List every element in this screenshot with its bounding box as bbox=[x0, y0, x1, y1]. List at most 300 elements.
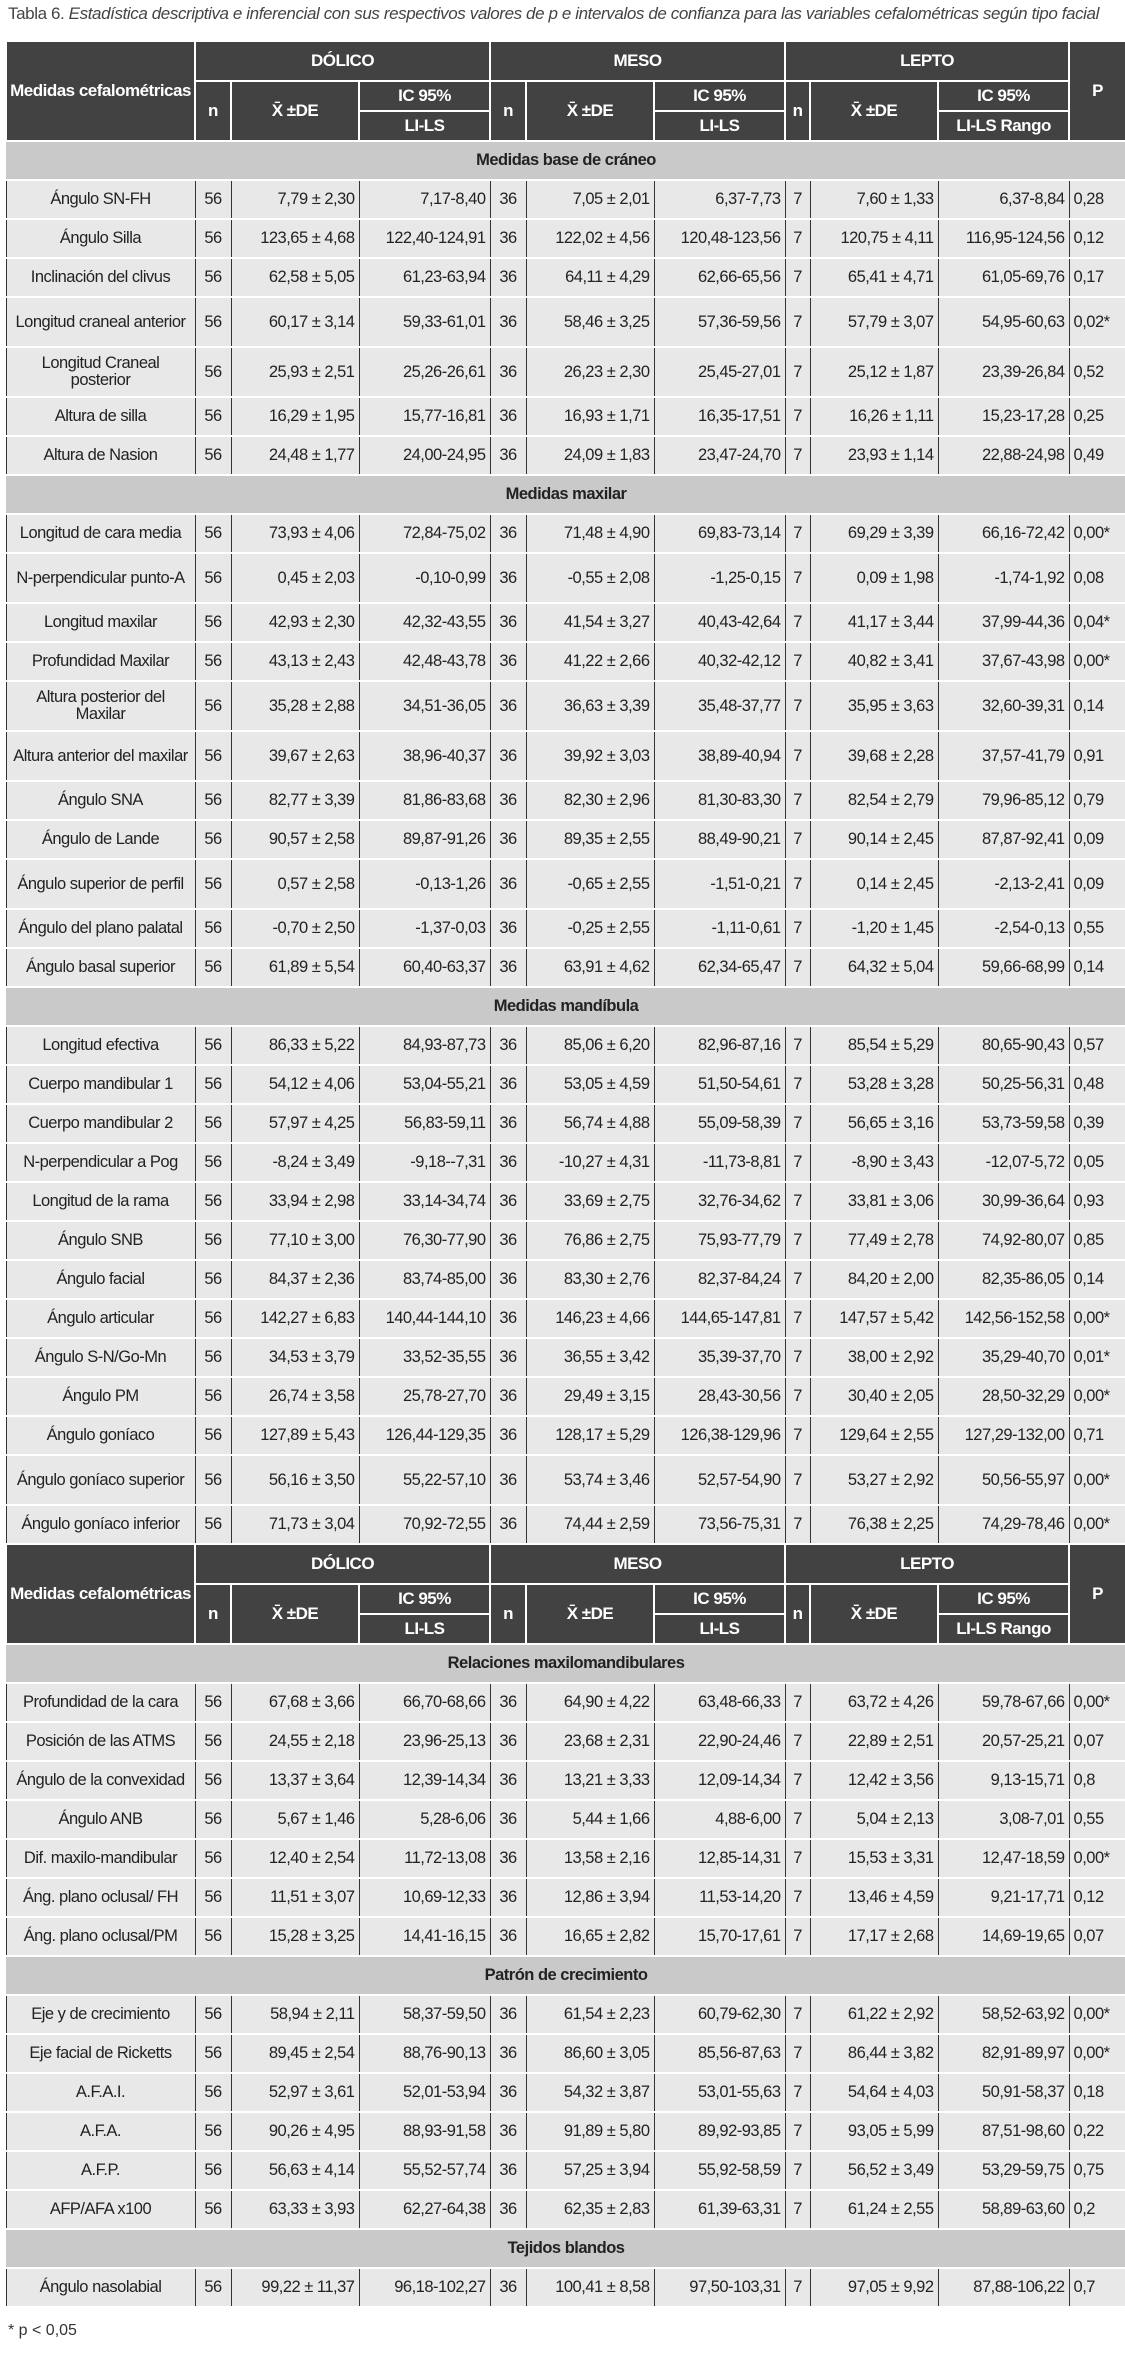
cell-ci: 52,57-54,90 bbox=[654, 1455, 785, 1505]
cell-n: 56 bbox=[195, 1377, 231, 1416]
cell-mean-sd: 67,68 ± 3,66 bbox=[231, 1683, 359, 1722]
cell-mean-sd: 58,94 ± 2,11 bbox=[231, 1995, 359, 2034]
header-ic: IC 95% bbox=[654, 81, 785, 111]
cell-n: 36 bbox=[490, 2112, 526, 2151]
cell-ci: -11,73-8,81 bbox=[654, 1143, 785, 1182]
cell-n: 36 bbox=[490, 1800, 526, 1839]
cell-mean-sd: 62,58 ± 5,05 bbox=[231, 258, 359, 297]
cell-mean-sd: 57,97 ± 4,25 bbox=[231, 1104, 359, 1143]
cell-p: 0,79 bbox=[1069, 781, 1125, 820]
cell-n: 7 bbox=[785, 859, 810, 909]
cell-p: 0,18 bbox=[1069, 2073, 1125, 2112]
cell-n: 56 bbox=[195, 909, 231, 948]
cell-n: 36 bbox=[490, 2034, 526, 2073]
table-row bbox=[6, 1878, 1125, 1917]
table-row bbox=[6, 1917, 1125, 1956]
cell-n: 56 bbox=[195, 1416, 231, 1455]
cell-n: 7 bbox=[785, 258, 810, 297]
table-row bbox=[6, 642, 1125, 681]
cell-mean-sd: 7,60 ± 1,33 bbox=[810, 180, 938, 219]
table-row bbox=[6, 1260, 1125, 1299]
cell-mean-sd: 23,93 ± 1,14 bbox=[810, 436, 938, 475]
table-row bbox=[6, 219, 1125, 258]
measure-name: Ángulo facial bbox=[6, 1260, 195, 1299]
measure-name: Ángulo Silla bbox=[6, 219, 195, 258]
cell-n: 36 bbox=[490, 397, 526, 436]
cell-mean-sd: 35,95 ± 3,63 bbox=[810, 681, 938, 731]
cell-mean-sd: 24,09 ± 1,83 bbox=[526, 436, 654, 475]
cell-ci: 88,76-90,13 bbox=[359, 2034, 490, 2073]
cell-n: 56 bbox=[195, 2034, 231, 2073]
cell-n: 36 bbox=[490, 436, 526, 475]
cell-ci: 4,88-6,00 bbox=[654, 1800, 785, 1839]
cell-ci: 14,69-19,65 bbox=[938, 1917, 1069, 1956]
header-group: MESO bbox=[490, 42, 785, 81]
cell-mean-sd: 53,05 ± 4,59 bbox=[526, 1065, 654, 1104]
cell-n: 7 bbox=[785, 2073, 810, 2112]
cell-p: 0,52 bbox=[1069, 347, 1125, 397]
cell-ci: 32,76-34,62 bbox=[654, 1182, 785, 1221]
cell-p: 0,57 bbox=[1069, 1026, 1125, 1065]
cell-n: 7 bbox=[785, 219, 810, 258]
cell-mean-sd: 39,68 ± 2,28 bbox=[810, 731, 938, 781]
header-ic: IC 95% bbox=[359, 81, 490, 111]
cell-n: 7 bbox=[785, 2190, 810, 2229]
header-mean: X̄ ±DE bbox=[810, 81, 938, 141]
section-row bbox=[6, 475, 1125, 514]
cell-mean-sd: 13,37 ± 3,64 bbox=[231, 1761, 359, 1800]
cell-n: 36 bbox=[490, 1917, 526, 1956]
cell-ci: 15,23-17,28 bbox=[938, 397, 1069, 436]
cell-ci: 5,28-6,06 bbox=[359, 1800, 490, 1839]
cell-mean-sd: 147,57 ± 5,42 bbox=[810, 1299, 938, 1338]
measure-name: Altura de Nasion bbox=[6, 436, 195, 475]
measure-name: Longitud de la rama bbox=[6, 1182, 195, 1221]
cell-mean-sd: 84,37 ± 2,36 bbox=[231, 1260, 359, 1299]
cell-p: 0,00* bbox=[1069, 1995, 1125, 2034]
cell-mean-sd: 30,40 ± 2,05 bbox=[810, 1377, 938, 1416]
cell-ci: 53,04-55,21 bbox=[359, 1065, 490, 1104]
cell-ci: 69,83-73,14 bbox=[654, 514, 785, 553]
cell-n: 56 bbox=[195, 820, 231, 859]
cell-ci: 53,73-59,58 bbox=[938, 1104, 1069, 1143]
cell-mean-sd: 63,91 ± 4,62 bbox=[526, 948, 654, 987]
cell-ci: 60,79-62,30 bbox=[654, 1995, 785, 2034]
cell-ci: 50,25-56,31 bbox=[938, 1065, 1069, 1104]
cell-mean-sd: 65,41 ± 4,71 bbox=[810, 258, 938, 297]
cell-ci: 22,90-24,46 bbox=[654, 1722, 785, 1761]
cell-ci: 62,66-65,56 bbox=[654, 258, 785, 297]
cell-ci: 55,52-57,74 bbox=[359, 2151, 490, 2190]
cell-mean-sd: 34,53 ± 3,79 bbox=[231, 1338, 359, 1377]
table-row bbox=[6, 553, 1125, 603]
cell-ci: -0,13-1,26 bbox=[359, 859, 490, 909]
cell-ci: 55,92-58,59 bbox=[654, 2151, 785, 2190]
cell-n: 7 bbox=[785, 1143, 810, 1182]
cell-ci: 9,21-17,71 bbox=[938, 1878, 1069, 1917]
cell-ci: 23,47-24,70 bbox=[654, 436, 785, 475]
cephalometric-table bbox=[5, 42, 1125, 2308]
cell-ci: 58,52-63,92 bbox=[938, 1995, 1069, 2034]
cell-mean-sd: 71,48 ± 4,90 bbox=[526, 514, 654, 553]
cell-ci: 37,67-43,98 bbox=[938, 642, 1069, 681]
cell-ci: 122,40-124,91 bbox=[359, 219, 490, 258]
cell-mean-sd: -8,90 ± 3,43 bbox=[810, 1143, 938, 1182]
cell-mean-sd: 5,67 ± 1,46 bbox=[231, 1800, 359, 1839]
measure-name: Ángulo nasolabial bbox=[6, 2268, 195, 2307]
cell-p: 0,22 bbox=[1069, 2112, 1125, 2151]
measure-name: Longitud efectiva bbox=[6, 1026, 195, 1065]
measure-name: Ángulo SNA bbox=[6, 781, 195, 820]
header-group: DÓLICO bbox=[195, 1544, 490, 1584]
cell-p: 0,05 bbox=[1069, 1143, 1125, 1182]
cell-mean-sd: 22,89 ± 2,51 bbox=[810, 1722, 938, 1761]
measure-name: Inclinación del clivus bbox=[6, 258, 195, 297]
cell-mean-sd: 26,23 ± 2,30 bbox=[526, 347, 654, 397]
table-row bbox=[6, 1839, 1125, 1878]
header-range: LI-LS bbox=[654, 1614, 785, 1644]
cell-n: 56 bbox=[195, 859, 231, 909]
measure-name: Ángulo superior de perfil bbox=[6, 859, 195, 909]
cell-n: 7 bbox=[785, 297, 810, 347]
cell-mean-sd: 76,38 ± 2,25 bbox=[810, 1505, 938, 1544]
cell-n: 56 bbox=[195, 219, 231, 258]
cell-n: 36 bbox=[490, 1455, 526, 1505]
cell-p: 0,01* bbox=[1069, 1338, 1125, 1377]
cell-n: 7 bbox=[785, 681, 810, 731]
cell-ci: 12,39-14,34 bbox=[359, 1761, 490, 1800]
table-row bbox=[6, 1026, 1125, 1065]
cell-mean-sd: 97,05 ± 9,92 bbox=[810, 2268, 938, 2307]
cell-ci: 60,40-63,37 bbox=[359, 948, 490, 987]
cell-ci: 25,45-27,01 bbox=[654, 347, 785, 397]
cell-ci: 42,48-43,78 bbox=[359, 642, 490, 681]
cell-p: 0,75 bbox=[1069, 2151, 1125, 2190]
cell-p: 0,00* bbox=[1069, 1505, 1125, 1544]
measure-name: A.F.P. bbox=[6, 2151, 195, 2190]
cell-n: 56 bbox=[195, 948, 231, 987]
cell-n: 7 bbox=[785, 397, 810, 436]
table-row bbox=[6, 2268, 1125, 2307]
cell-n: 56 bbox=[195, 553, 231, 603]
cell-ci: 10,69-12,33 bbox=[359, 1878, 490, 1917]
measure-name: Ángulo de la convexidad bbox=[6, 1761, 195, 1800]
cell-ci: -1,51-0,21 bbox=[654, 859, 785, 909]
header-p: P bbox=[1069, 42, 1125, 141]
cell-mean-sd: 61,22 ± 2,92 bbox=[810, 1995, 938, 2034]
header-group: DÓLICO bbox=[195, 42, 490, 81]
cell-n: 56 bbox=[195, 1221, 231, 1260]
cell-n: 36 bbox=[490, 2073, 526, 2112]
cell-p: 0,71 bbox=[1069, 1416, 1125, 1455]
cell-ci: 30,99-36,64 bbox=[938, 1182, 1069, 1221]
cell-n: 56 bbox=[195, 180, 231, 219]
table-row bbox=[6, 180, 1125, 219]
table-row bbox=[6, 258, 1125, 297]
cell-n: 36 bbox=[490, 1143, 526, 1182]
cell-ci: 56,83-59,11 bbox=[359, 1104, 490, 1143]
cell-mean-sd: 24,48 ± 1,77 bbox=[231, 436, 359, 475]
cell-n: 7 bbox=[785, 436, 810, 475]
cell-mean-sd: 11,51 ± 3,07 bbox=[231, 1878, 359, 1917]
cell-n: 36 bbox=[490, 2268, 526, 2307]
cell-mean-sd: 85,54 ± 5,29 bbox=[810, 1026, 938, 1065]
table-row bbox=[6, 1722, 1125, 1761]
cell-p: 0,04* bbox=[1069, 603, 1125, 642]
cell-n: 7 bbox=[785, 1995, 810, 2034]
section-row bbox=[6, 141, 1125, 180]
cell-n: 36 bbox=[490, 347, 526, 397]
cell-p: 0,09 bbox=[1069, 820, 1125, 859]
cell-ci: 7,17-8,40 bbox=[359, 180, 490, 219]
cell-mean-sd: 82,77 ± 3,39 bbox=[231, 781, 359, 820]
measure-name: Eje y de crecimiento bbox=[6, 1995, 195, 2034]
cell-p: 0,55 bbox=[1069, 1800, 1125, 1839]
cell-mean-sd: 61,54 ± 2,23 bbox=[526, 1995, 654, 2034]
cell-n: 7 bbox=[785, 909, 810, 948]
section-title: Medidas maxilar bbox=[6, 475, 1125, 514]
cell-mean-sd: 0,14 ± 2,45 bbox=[810, 859, 938, 909]
cell-mean-sd: 77,49 ± 2,78 bbox=[810, 1221, 938, 1260]
cell-n: 36 bbox=[490, 1995, 526, 2034]
cell-mean-sd: 5,44 ± 1,66 bbox=[526, 1800, 654, 1839]
cell-n: 56 bbox=[195, 603, 231, 642]
cell-mean-sd: 26,74 ± 3,58 bbox=[231, 1377, 359, 1416]
cell-ci: 16,35-17,51 bbox=[654, 397, 785, 436]
cell-n: 56 bbox=[195, 397, 231, 436]
measure-name: Dif. maxilo-mandibular bbox=[6, 1839, 195, 1878]
cell-mean-sd: 38,00 ± 2,92 bbox=[810, 1338, 938, 1377]
cell-ci: 81,86-83,68 bbox=[359, 781, 490, 820]
cell-ci: 12,47-18,59 bbox=[938, 1839, 1069, 1878]
measure-name: Cuerpo mandibular 1 bbox=[6, 1065, 195, 1104]
table-row bbox=[6, 2190, 1125, 2229]
cell-mean-sd: 93,05 ± 5,99 bbox=[810, 2112, 938, 2151]
cell-ci: 59,78-67,66 bbox=[938, 1683, 1069, 1722]
caption-text: Estadística descriptiva e inferencial con sus respectivos valores de p e intervalos de confianza para las variables cefalométricas según tipo facial bbox=[68, 4, 1099, 23]
cell-ci: 28,50-32,29 bbox=[938, 1377, 1069, 1416]
table-row bbox=[6, 731, 1125, 781]
cell-ci: 6,37-7,73 bbox=[654, 180, 785, 219]
cell-ci: 54,95-60,63 bbox=[938, 297, 1069, 347]
cell-mean-sd: 23,68 ± 2,31 bbox=[526, 1722, 654, 1761]
cell-n: 7 bbox=[785, 2112, 810, 2151]
cell-mean-sd: 62,35 ± 2,83 bbox=[526, 2190, 654, 2229]
cell-mean-sd: 53,28 ± 3,28 bbox=[810, 1065, 938, 1104]
cell-mean-sd: 64,32 ± 5,04 bbox=[810, 948, 938, 987]
cell-mean-sd: -0,55 ± 2,08 bbox=[526, 553, 654, 603]
cell-p: 0,55 bbox=[1069, 909, 1125, 948]
cell-n: 36 bbox=[490, 1761, 526, 1800]
header-mean: X̄ ±DE bbox=[526, 1584, 654, 1644]
cell-p: 0,14 bbox=[1069, 948, 1125, 987]
cell-n: 36 bbox=[490, 1182, 526, 1221]
cell-mean-sd: 56,74 ± 4,88 bbox=[526, 1104, 654, 1143]
measure-name: Áng. plano oclusal/PM bbox=[6, 1917, 195, 1956]
cell-mean-sd: 89,35 ± 2,55 bbox=[526, 820, 654, 859]
cell-mean-sd: 60,17 ± 3,14 bbox=[231, 297, 359, 347]
cell-mean-sd: -0,70 ± 2,50 bbox=[231, 909, 359, 948]
section-title: Medidas mandíbula bbox=[6, 987, 1125, 1026]
cell-ci: 61,39-63,31 bbox=[654, 2190, 785, 2229]
header-measure: Medidas cefalométricas bbox=[6, 1544, 195, 1644]
table-row bbox=[6, 1299, 1125, 1338]
header-ic: IC 95% bbox=[938, 81, 1069, 111]
cell-n: 7 bbox=[785, 1722, 810, 1761]
cell-ci: 40,32-42,12 bbox=[654, 642, 785, 681]
cell-ci: 62,27-64,38 bbox=[359, 2190, 490, 2229]
cell-n: 7 bbox=[785, 1878, 810, 1917]
cell-n: 36 bbox=[490, 603, 526, 642]
cell-n: 36 bbox=[490, 553, 526, 603]
header-ic: IC 95% bbox=[938, 1584, 1069, 1614]
cell-n: 7 bbox=[785, 1260, 810, 1299]
cell-ci: -9,18--7,31 bbox=[359, 1143, 490, 1182]
cell-p: 0,00* bbox=[1069, 1455, 1125, 1505]
cell-p: 0,8 bbox=[1069, 1761, 1125, 1800]
cell-mean-sd: 64,11 ± 4,29 bbox=[526, 258, 654, 297]
cell-ci: 63,48-66,33 bbox=[654, 1683, 785, 1722]
table-row bbox=[6, 2151, 1125, 2190]
cell-mean-sd: -10,27 ± 4,31 bbox=[526, 1143, 654, 1182]
cell-n: 56 bbox=[195, 2151, 231, 2190]
cell-n: 7 bbox=[785, 1026, 810, 1065]
cell-mean-sd: 77,10 ± 3,00 bbox=[231, 1221, 359, 1260]
measure-name: Ángulo PM bbox=[6, 1377, 195, 1416]
cell-n: 36 bbox=[490, 1683, 526, 1722]
cell-ci: 82,91-89,97 bbox=[938, 2034, 1069, 2073]
cell-ci: 55,09-58,39 bbox=[654, 1104, 785, 1143]
cell-ci: 88,93-91,58 bbox=[359, 2112, 490, 2151]
cell-n: 56 bbox=[195, 2268, 231, 2307]
cell-p: 0,14 bbox=[1069, 681, 1125, 731]
table-row bbox=[6, 2073, 1125, 2112]
cell-n: 7 bbox=[785, 642, 810, 681]
cell-ci: 40,43-42,64 bbox=[654, 603, 785, 642]
cell-ci: 53,01-55,63 bbox=[654, 2073, 785, 2112]
cell-ci: 22,88-24,98 bbox=[938, 436, 1069, 475]
cell-mean-sd: 0,57 ± 2,58 bbox=[231, 859, 359, 909]
cell-ci: 50,91-58,37 bbox=[938, 2073, 1069, 2112]
cell-n: 36 bbox=[490, 948, 526, 987]
cell-mean-sd: -1,20 ± 1,45 bbox=[810, 909, 938, 948]
cell-ci: 59,66-68,99 bbox=[938, 948, 1069, 987]
header-range: LI-LS bbox=[359, 111, 490, 141]
cell-n: 56 bbox=[195, 1338, 231, 1377]
measure-name: Ángulo ANB bbox=[6, 1800, 195, 1839]
cell-mean-sd: 90,57 ± 2,58 bbox=[231, 820, 359, 859]
cell-mean-sd: 57,79 ± 3,07 bbox=[810, 297, 938, 347]
header-group: LEPTO bbox=[785, 42, 1069, 81]
cell-mean-sd: 39,67 ± 2,63 bbox=[231, 731, 359, 781]
header-n: n bbox=[195, 81, 231, 141]
cell-p: 0,85 bbox=[1069, 1221, 1125, 1260]
cell-n: 7 bbox=[785, 1104, 810, 1143]
cell-mean-sd: 33,94 ± 2,98 bbox=[231, 1182, 359, 1221]
cell-p: 0,00* bbox=[1069, 514, 1125, 553]
cell-p: 0,00* bbox=[1069, 1299, 1125, 1338]
cell-n: 56 bbox=[195, 1917, 231, 1956]
table-row bbox=[6, 1182, 1125, 1221]
cell-n: 36 bbox=[490, 642, 526, 681]
header-range: LI-LS Rango bbox=[938, 111, 1069, 141]
cell-ci: 126,38-129,96 bbox=[654, 1416, 785, 1455]
cell-mean-sd: 0,45 ± 2,03 bbox=[231, 553, 359, 603]
cell-n: 36 bbox=[490, 1505, 526, 1544]
cell-mean-sd: 146,23 ± 4,66 bbox=[526, 1299, 654, 1338]
cell-mean-sd: 7,79 ± 2,30 bbox=[231, 180, 359, 219]
cell-n: 56 bbox=[195, 1182, 231, 1221]
cell-ci: 66,70-68,66 bbox=[359, 1683, 490, 1722]
cell-ci: -2,13-2,41 bbox=[938, 859, 1069, 909]
cell-mean-sd: 63,33 ± 3,93 bbox=[231, 2190, 359, 2229]
cell-n: 7 bbox=[785, 347, 810, 397]
cell-ci: 32,60-39,31 bbox=[938, 681, 1069, 731]
table-row bbox=[6, 859, 1125, 909]
cell-ci: 84,93-87,73 bbox=[359, 1026, 490, 1065]
cell-n: 36 bbox=[490, 820, 526, 859]
cell-ci: 9,13-15,71 bbox=[938, 1761, 1069, 1800]
measure-name: Ángulo SN-FH bbox=[6, 180, 195, 219]
table-row bbox=[6, 1683, 1125, 1722]
header-mean: X̄ ±DE bbox=[231, 1584, 359, 1644]
cell-n: 7 bbox=[785, 1065, 810, 1104]
section-title: Relaciones maxilomandibulares bbox=[6, 1644, 1125, 1683]
cell-mean-sd: 13,21 ± 3,33 bbox=[526, 1761, 654, 1800]
cell-ci: 74,92-80,07 bbox=[938, 1221, 1069, 1260]
cell-n: 56 bbox=[195, 2073, 231, 2112]
measure-name: N-perpendicular a Pog bbox=[6, 1143, 195, 1182]
cell-ci: 28,43-30,56 bbox=[654, 1377, 785, 1416]
cell-ci: 126,44-129,35 bbox=[359, 1416, 490, 1455]
table-row bbox=[6, 1995, 1125, 2034]
cell-n: 56 bbox=[195, 1722, 231, 1761]
cell-n: 56 bbox=[195, 1026, 231, 1065]
cell-n: 36 bbox=[490, 731, 526, 781]
section-title: Medidas base de cráneo bbox=[6, 141, 1125, 180]
cell-ci: 52,01-53,94 bbox=[359, 2073, 490, 2112]
cell-p: 0,00* bbox=[1069, 2034, 1125, 2073]
cell-mean-sd: 13,46 ± 4,59 bbox=[810, 1878, 938, 1917]
cell-mean-sd: 12,40 ± 2,54 bbox=[231, 1839, 359, 1878]
cell-ci: 25,26-26,61 bbox=[359, 347, 490, 397]
cell-mean-sd: 90,26 ± 4,95 bbox=[231, 2112, 359, 2151]
cell-ci: 37,57-41,79 bbox=[938, 731, 1069, 781]
cell-n: 56 bbox=[195, 1683, 231, 1722]
header-range: LI-LS bbox=[359, 1614, 490, 1644]
cell-mean-sd: 100,41 ± 8,58 bbox=[526, 2268, 654, 2307]
cell-n: 56 bbox=[195, 2112, 231, 2151]
cell-mean-sd: 36,55 ± 3,42 bbox=[526, 1338, 654, 1377]
cell-ci: 58,37-59,50 bbox=[359, 1995, 490, 2034]
table-row bbox=[6, 909, 1125, 948]
measure-name: Longitud de cara media bbox=[6, 514, 195, 553]
cell-mean-sd: 84,20 ± 2,00 bbox=[810, 1260, 938, 1299]
cell-mean-sd: 56,63 ± 4,14 bbox=[231, 2151, 359, 2190]
measure-name: Eje facial de Ricketts bbox=[6, 2034, 195, 2073]
cell-n: 7 bbox=[785, 1761, 810, 1800]
cell-n: 36 bbox=[490, 1722, 526, 1761]
cell-ci: 24,00-24,95 bbox=[359, 436, 490, 475]
cell-p: 0,12 bbox=[1069, 219, 1125, 258]
cell-n: 7 bbox=[785, 1839, 810, 1878]
cell-n: 7 bbox=[785, 1416, 810, 1455]
cell-ci: 11,72-13,08 bbox=[359, 1839, 490, 1878]
cell-mean-sd: 0,09 ± 1,98 bbox=[810, 553, 938, 603]
cell-n: 56 bbox=[195, 258, 231, 297]
cell-mean-sd: 83,30 ± 2,76 bbox=[526, 1260, 654, 1299]
cell-n: 36 bbox=[490, 1026, 526, 1065]
